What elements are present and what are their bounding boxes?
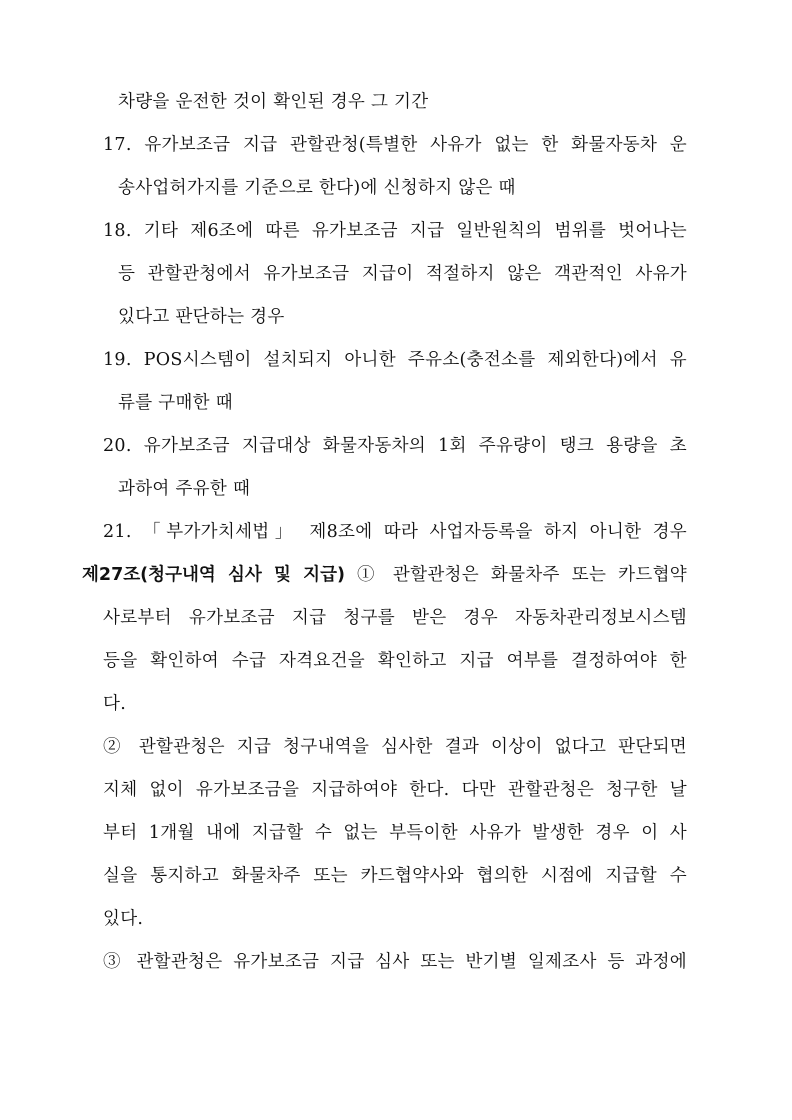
article-heading: 제27조(청구내역 심사 및 지급) bbox=[82, 565, 345, 585]
text-line: 실을 통지하고 화물차주 또는 카드협약사와 협의한 시점에 지급할 수 bbox=[103, 866, 687, 886]
text-line: 있다. bbox=[103, 909, 144, 929]
text-line: 사로부터 유가보조금 지급 청구를 받은 경우 자동차관리정보시스템 bbox=[103, 608, 687, 628]
list-item-17: 17. 유가보조금 지급 관할관청(특별한 사유가 없는 한 화물자동차 운 bbox=[103, 135, 687, 155]
text-line: 부터 1개월 내에 지급할 수 없는 부득이한 사유가 발생한 경우 이 사 bbox=[103, 823, 687, 843]
text-line: 지체 없이 유가보조금을 지급하여야 한다. 다만 관할관청은 청구한 날 bbox=[103, 780, 687, 800]
text-line: 있다고 판단하는 경우 bbox=[118, 307, 285, 327]
list-item-19: 19. POS시스템이 설치되지 아니한 주유소(충전소를 제외한다)에서 유 bbox=[103, 350, 687, 370]
text-line: 송사업허가지를 기준으로 한다)에 신청하지 않은 때 bbox=[118, 178, 516, 198]
article-text: ① 관할관청은 화물차주 또는 카드협약 bbox=[356, 565, 687, 585]
list-item-18: 18. 기타 제6조에 따른 유가보조금 지급 일반원칙의 범위를 벗어나는 bbox=[103, 221, 687, 241]
text-line: 류를 구매한 때 bbox=[118, 393, 233, 413]
text-line: 등 관할관청에서 유가보조금 지급이 적절하지 않은 객관적인 사유가 bbox=[118, 264, 687, 284]
list-item-21: 21. 「부가가치세법」 제8조에 따라 사업자등록을 하지 아니한 경우 bbox=[103, 522, 687, 542]
text-line: 차량을 운전한 것이 확인된 경우 그 기간 bbox=[118, 92, 429, 112]
text-line: 다. bbox=[103, 694, 127, 714]
paragraph-2: ② 관할관청은 지급 청구내역을 심사한 결과 이상이 없다고 판단되면 bbox=[103, 737, 687, 757]
paragraph-3: ③ 관할관청은 유가보조금 지급 심사 또는 반기별 일제조사 등 과정에 bbox=[103, 952, 687, 972]
article-27-first-line bbox=[82, 563, 687, 587]
list-item-20: 20. 유가보조금 지급대상 화물자동차의 1회 주유량이 탱크 용량을 초 bbox=[103, 436, 687, 456]
text-line: 과하여 주유한 때 bbox=[118, 479, 251, 499]
text-line: 등을 확인하여 수급 자격요건을 확인하고 지급 여부를 결정하여야 한 bbox=[103, 651, 687, 671]
